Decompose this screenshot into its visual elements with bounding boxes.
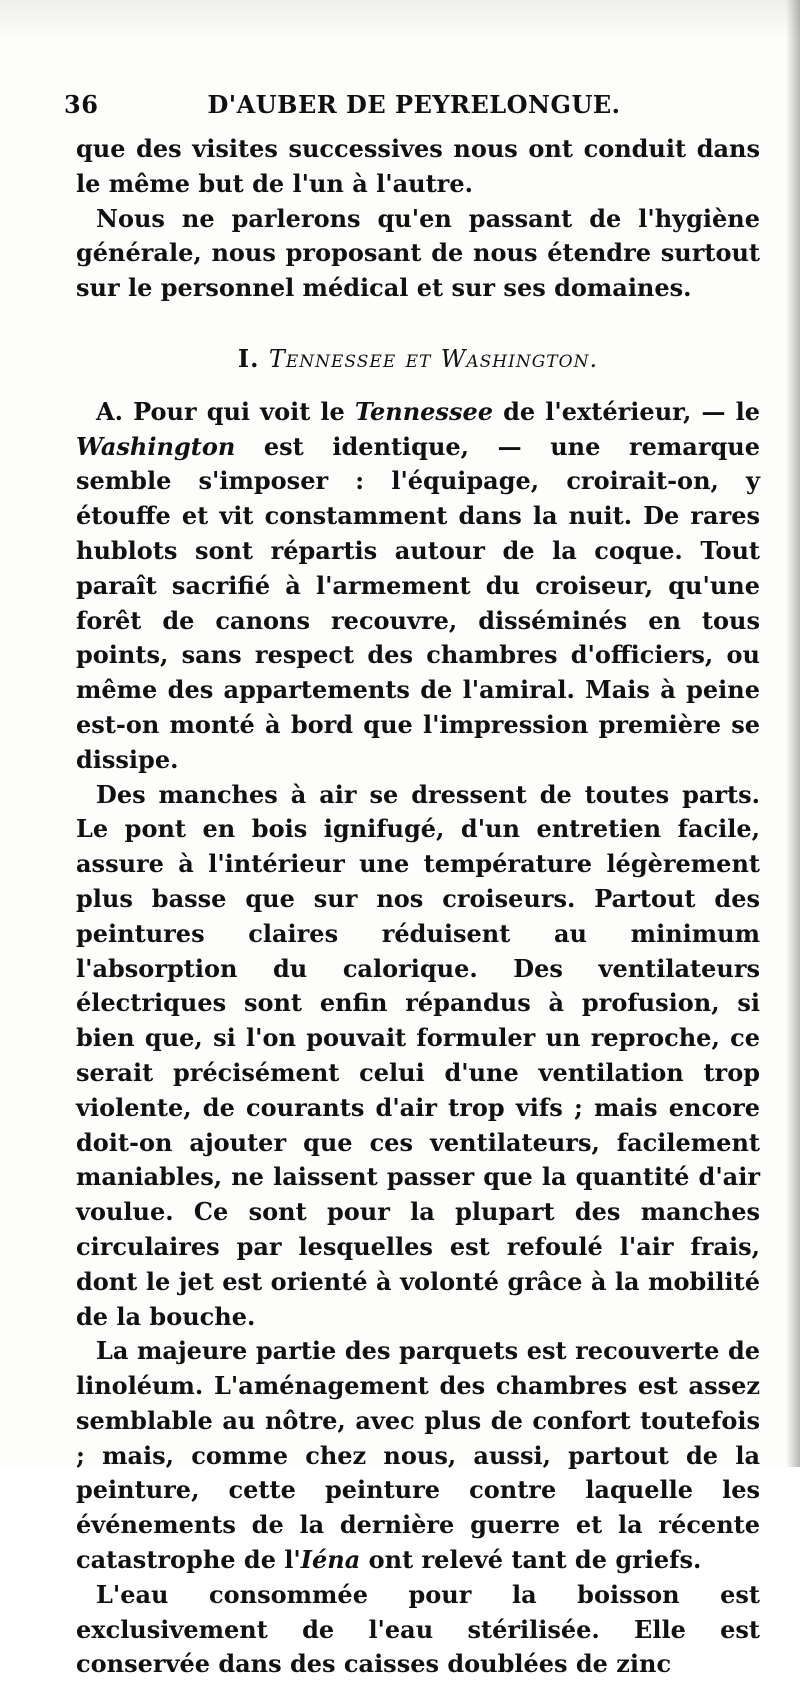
- paragraph-flooring: [76, 1334, 760, 1578]
- section-title-washington: Washington.: [440, 344, 599, 373]
- section-number: I.: [237, 343, 260, 373]
- scan-edge-shadow: [786, 0, 800, 1467]
- page-body: [76, 132, 760, 1682]
- section-heading: [76, 342, 760, 377]
- paragraph-exterior-rest: est identique, — une remarque semble s'imposer : l'équipage, croirait-on, y étouffe et vit constamment dans la nuit. De rares hublots sont répartis autour de la coque. Tout paraît sacrifié à l'armement du croiseur, qu'une forêt de canons recouvre, disséminés en tous points, sans respect des chambres d'officiers, ou même des appartements de l'amiral. Mais à peine est-on monté à bord que l'impression première se dissipe.: [76, 431, 760, 774]
- paragraph-flooring-end: ont relevé tant de griefs.: [360, 1545, 702, 1575]
- paragraph-intro: Nous ne parlerons qu'en passant de l'hygiène générale, nous proposant de nous étendre surtout sur le personnel médical et sur ses domaines.: [76, 203, 760, 303]
- section-title-et: et: [405, 344, 432, 373]
- paragraph-exterior: [76, 395, 760, 778]
- section-title-tennessee: Tennessee: [268, 344, 397, 373]
- paragraph-exterior-mid: de l'extérieur, — le: [493, 396, 760, 426]
- running-title: D'AUBER DE PEYRELONGUE.: [207, 90, 621, 119]
- paragraph-continuation: que des visites successives nous ont conduit dans le même but de l'un à l'autre.: [76, 134, 760, 198]
- paragraph-water: L'eau consommée pour la boisson est exclusivement de l'eau stérilisée. Elle est conservée dans des caisses doublées de zinc: [76, 1579, 760, 1679]
- paragraph-exterior-start: A. Pour qui voit le: [96, 396, 355, 426]
- paragraph-flooring-start: La majeure partie des parquets est recouverte de linoléum. L'aménagement des chambres est assez semblable au nôtre, avec plus de confort toutefois ; mais, comme chez nous, aussi, partout de la peinture, cette peinture contre laquelle les événements de la dernière guerre et la récente catastrophe de l': [76, 1336, 760, 1575]
- paragraph-ventilation: Des manches à air se dressent de toutes parts. Le pont en bois ignifugé, d'un entretien facile, assure à l'intérieur une température légèrement plus basse que sur nos croiseurs. Partout des peintures claires réduisent au minimum l'absorption du calorique. Des ventilateurs électriques sont enfin répandus à profusion, si bien que, si l'on pouvait formuler un reproche, ce serait précisément celui d'une ventilation trop violente, de courants d'air trop vifs ; mais encore doit-on ajouter que ces ventilateurs, facilement maniables, ne laissent passer que la quantité d'air voulue. Ce sont pour la plupart des manches circulaires par lesquelles est refoulé l'air frais, dont le jet est orienté à volonté grâce à la mobilité de la bouche.: [76, 779, 760, 1331]
- page-number: 36: [64, 90, 99, 119]
- ship-name-washington: Washington: [76, 431, 236, 461]
- running-head: [64, 86, 764, 122]
- ship-name-iena: Iéna: [300, 1545, 361, 1575]
- scan-top-shadow: [0, 0, 800, 40]
- ship-name-tennessee: Tennessee: [354, 396, 493, 426]
